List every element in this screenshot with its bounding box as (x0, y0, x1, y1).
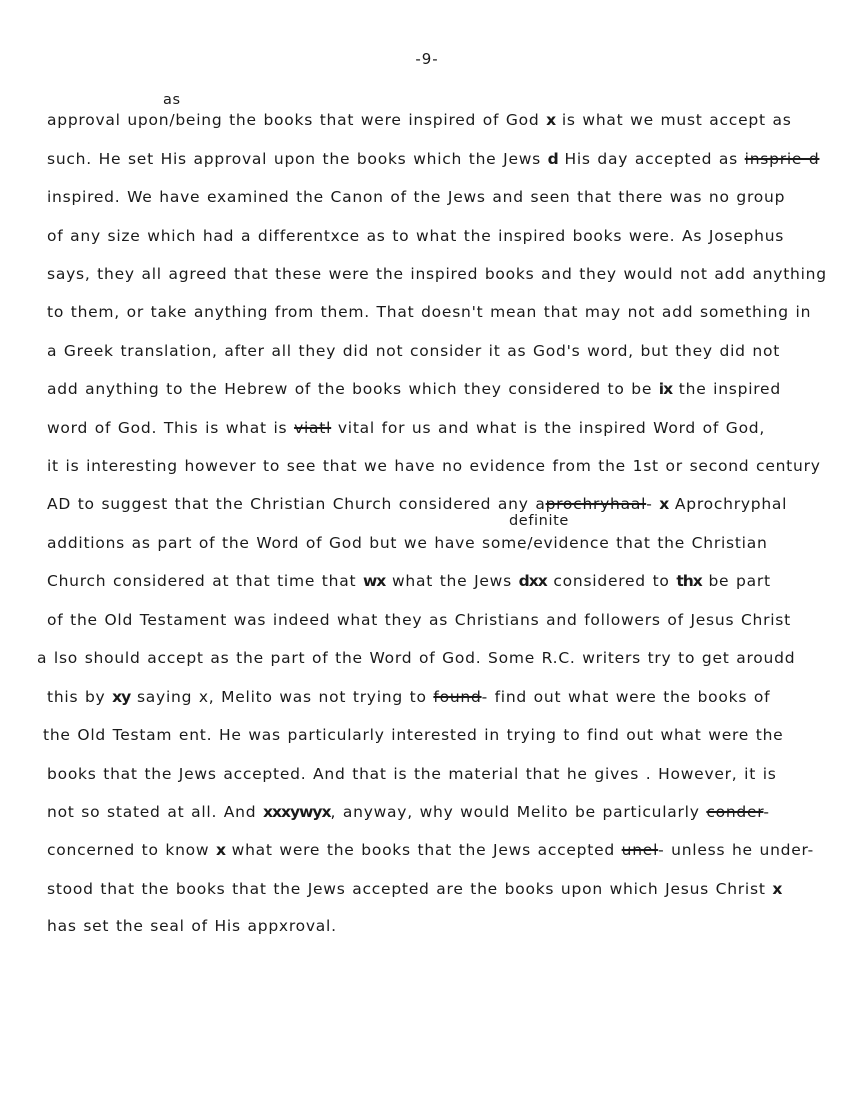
text-segment: to them, or take anything from them. That doesn't mean that may not add something in (47, 303, 812, 321)
typed-over-text: dxx (518, 572, 547, 590)
typed-over-text: x (772, 880, 782, 898)
text-segment: says, they all agreed that these were the inspired books and they would not add anything (47, 265, 827, 283)
text-segment: , anyway, why would Melito be particularly (330, 803, 707, 821)
text-segment: stood that the books that the Jews accepted are the books upon which Jesus Christ (47, 880, 773, 898)
text-segment: / (169, 111, 176, 129)
page-number: -9- (415, 50, 439, 68)
text-segment: vital for us and what is the inspired Word of God, (331, 419, 766, 437)
text-segment: such. He set His approval upon the books which the Jews (47, 150, 548, 168)
text-segment: the Old Testam ent. He was particularly interested in trying to find out what were the (43, 726, 784, 744)
text-segment: books that the Jews accepted. And that is the material that he gives . However, it is (47, 765, 777, 783)
struck-text: unel (621, 841, 659, 859)
text-segment: a Greek translation, after all they did not consider it as God's word, but they did not (47, 342, 781, 360)
text-line (47, 379, 781, 399)
text-segment: - find out what were the books of (481, 688, 771, 706)
struck-text: found (433, 688, 482, 706)
text-segment: additions as part of the Word of God but we have some (47, 534, 528, 552)
text-segment: this by (47, 688, 113, 706)
text-segment: what were the books that the Jews accepted (225, 841, 622, 859)
typed-over-text: d (547, 150, 558, 168)
text-line (47, 302, 811, 322)
text-line (47, 110, 792, 130)
text-line (47, 840, 814, 860)
text-line (47, 533, 768, 553)
struck-text: viatl (294, 419, 332, 437)
text-line (47, 187, 785, 207)
text-segment: AD to suggest that the Christian Church considered any a (47, 495, 546, 513)
text-segment: / (527, 534, 534, 552)
text-segment: be part (701, 572, 771, 590)
text-segment: what the Jews (385, 572, 519, 590)
typed-over-text: xy (112, 688, 131, 706)
text-segment: saying x, Melito was not trying to (130, 688, 434, 706)
typed-over-text: x (216, 841, 225, 859)
text-segment: the inspired (672, 380, 781, 398)
text-line (47, 764, 777, 784)
text-segment: approval upon (47, 111, 170, 129)
text-segment: not so stated at all. And (47, 803, 263, 821)
text-segment: inspired. We have examined the Canon of the Jews and seen that there was no group (47, 188, 786, 206)
typed-over-text: x (659, 495, 669, 513)
text-line (47, 456, 821, 476)
text-line (43, 725, 783, 745)
text-segment: concerned to know (47, 841, 216, 859)
text-line (47, 226, 784, 246)
text-line (47, 149, 819, 169)
text-segment: has set the seal of His appxroval. (47, 917, 337, 935)
text-line (47, 494, 787, 514)
typed-over-text: wx (362, 572, 386, 590)
text-line (47, 571, 771, 591)
interlinear-insert-as: as (163, 92, 181, 108)
text-segment: it is interesting however to see that we have no evidence from the 1st or second century (47, 457, 821, 475)
text-segment: of the Old Testament was indeed what they as Christians and followers of Jesus Christ (47, 611, 791, 629)
text-segment: - unless he under- (658, 841, 815, 859)
text-segment: Church considered at that time that (47, 572, 363, 590)
text-segment: - (646, 495, 660, 513)
text-line (47, 341, 780, 361)
text-line (47, 610, 791, 630)
text-line (47, 916, 337, 936)
text-segment: Aprochryphal (668, 495, 788, 513)
interlinear-insert-definite: definite (509, 513, 569, 529)
text-line (47, 418, 765, 438)
text-segment: considered to (546, 572, 677, 590)
struck-text: prochryhaal (545, 495, 647, 513)
text-segment: word of God. This is what is (47, 419, 295, 437)
text-segment: being the books that were inspired of God (175, 111, 547, 129)
struck-text: insprie d (744, 150, 820, 168)
text-line (47, 879, 781, 899)
text-line (47, 802, 770, 822)
text-segment: - (763, 803, 770, 821)
text-line (47, 687, 770, 707)
text-line (47, 264, 827, 284)
typed-over-text: xxxywyx (263, 803, 331, 821)
typed-over-text: ix (658, 380, 673, 398)
text-segment: His day accepted as (557, 150, 745, 168)
text-segment: evidence that the Christian (533, 534, 768, 552)
text-line (37, 648, 795, 668)
typed-over-text: thx (676, 572, 702, 590)
text-segment: is what we must accept as (555, 111, 792, 129)
text-segment: add anything to the Hebrew of the books which they considered to be (47, 380, 659, 398)
text-segment: of any size which had a differentxce as to what the inspired books were. As Josephus (47, 227, 785, 245)
typed-over-text: x (546, 111, 556, 129)
struck-text: conder (706, 803, 764, 821)
text-segment: a lso should accept as the part of the Word of God. Some R.C. writers try to get aroudd (37, 649, 796, 667)
